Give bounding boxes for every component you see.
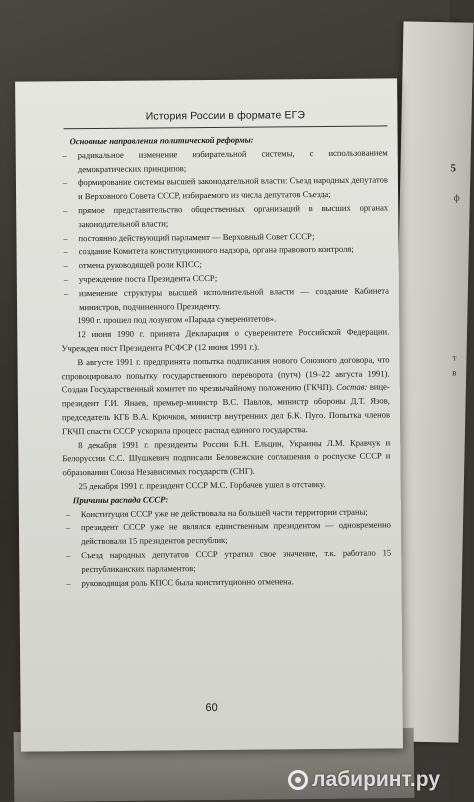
list-item	[60, 174, 388, 204]
list-item-text: постоянно действующий парламент — Верховный Совет СССР;	[78, 230, 315, 243]
book-page	[15, 78, 403, 751]
watermark-text: лабиринт.ру	[312, 768, 440, 791]
paragraph-putsch	[61, 353, 390, 439]
list-item	[63, 519, 391, 549]
list-item-text: Съезд народных депутатов СССР утратил свое значение, т.к. работало 15 республиканских парламентов;	[81, 547, 392, 574]
list-item	[61, 284, 389, 314]
paragraph-parade: 1990 г. прошел под лозунгом «Парада суверенитетов».	[77, 313, 277, 326]
paragraph-text: вице-президент Г.И. Янаев, премьер-министр В.С. Павлов, министр обороны Д.Т. Язов, председатель КГБ В.А. Крючков, министр внутренних дел Б.К. Пуго. Попытка членов ГКЧП спасти СССР ускорила процесс распад единого государства.	[61, 381, 391, 437]
bullet-mark: –	[65, 522, 71, 533]
collapse-list	[63, 505, 392, 591]
bullet-mark: –	[63, 232, 68, 243]
facing-page-fragment: т	[452, 352, 457, 363]
list-item-text: руководящая роль КПСС была конституционно отменена.	[81, 575, 294, 588]
running-header: История России в формате ЕГЭ	[145, 109, 306, 123]
list-item-text: президент СССР уже не являлся единственным президентом — одновременно действовали 15 президентов республик;	[80, 519, 392, 547]
list-item-text: прямое представительство общественных организаций в высших органах законодательной власти;	[78, 202, 389, 229]
bullet-mark: –	[66, 577, 71, 588]
emphasis-text: Состав:	[336, 381, 368, 393]
bullet-mark: –	[63, 246, 68, 257]
bullet-mark: –	[63, 260, 69, 271]
facing-page-fragment: 5	[450, 162, 457, 175]
paragraph-declaration: 12 июня 1990 г. принята Декларация о суверенитете Российской Федерации. Учрежден пост Президента РСФСР (12 июня 1991 г.).	[61, 326, 390, 354]
watermark	[288, 768, 440, 792]
list-item-text: изменение структуры высшей исполнительной власти — создание Кабинета министров, подчиненного Президенту.	[78, 285, 389, 312]
list-item	[63, 574, 391, 591]
bullet-mark: –	[66, 550, 71, 561]
list-item-text: отмена руководящей роли КПСС;	[78, 259, 202, 271]
list-item-text: радикальное изменение избирательной системы, с использованием демократических принципов;	[77, 147, 388, 174]
paragraph-text: В августе 1991 г. предпринята попытка подписания нового Союзного договора, что спровоцировало попытку государственного переворота (путч) (19–22 августа 1991). Создан Государственный комитет по чрезвычайному положению (ГКЧП).	[61, 354, 390, 395]
list-item-text: учреждение поста Президента СССР;	[78, 272, 218, 285]
bullet-mark: –	[62, 177, 68, 188]
list-item-text: создание Комитета конституционного надзора, органа правового контроля;	[78, 244, 354, 257]
reform-list	[60, 146, 389, 314]
header-rule	[63, 125, 387, 129]
bullet-mark: –	[65, 508, 71, 519]
bullet-mark: –	[62, 150, 68, 161]
list-item	[63, 546, 391, 576]
paragraph-resignation: 25 декабря 1991 г. президент СССР М.С. Горбачев ушел в отставку.	[78, 478, 326, 492]
page-number: 60	[205, 701, 218, 715]
paragraph-belovezha: 8 декабря 1991 г. президенты России Б.Н. Ельцин, Украины Л.М. Кравчук и Белоруссии С.С. Шушкевич подписали Беловежские соглашения о роспуске СССР и образовании Союза Независимых государств (СНГ).	[62, 436, 391, 478]
facing-page-fragment: в	[452, 367, 457, 378]
collapse-heading: Причины распада СССР:	[72, 494, 169, 505]
labirint-logo-icon	[288, 770, 308, 790]
page-content	[60, 132, 392, 590]
list-item	[60, 146, 388, 176]
list-item-text: Конституция СССР уже не действовала на большей части территории страны;	[80, 506, 368, 519]
list-item-text: формирование системы высшей законодательной власти: Съезд народных депутатов и Верховного Совета СССР, избираемого из числа депутатов Съезда;	[77, 174, 388, 202]
bullet-mark: –	[63, 205, 68, 216]
reform-heading: Основные направления политической реформы:	[69, 134, 254, 147]
bullet-mark: –	[63, 274, 69, 285]
facing-page-fragment: ф	[453, 192, 460, 203]
list-item	[60, 201, 388, 231]
bullet-mark: –	[63, 287, 69, 299]
